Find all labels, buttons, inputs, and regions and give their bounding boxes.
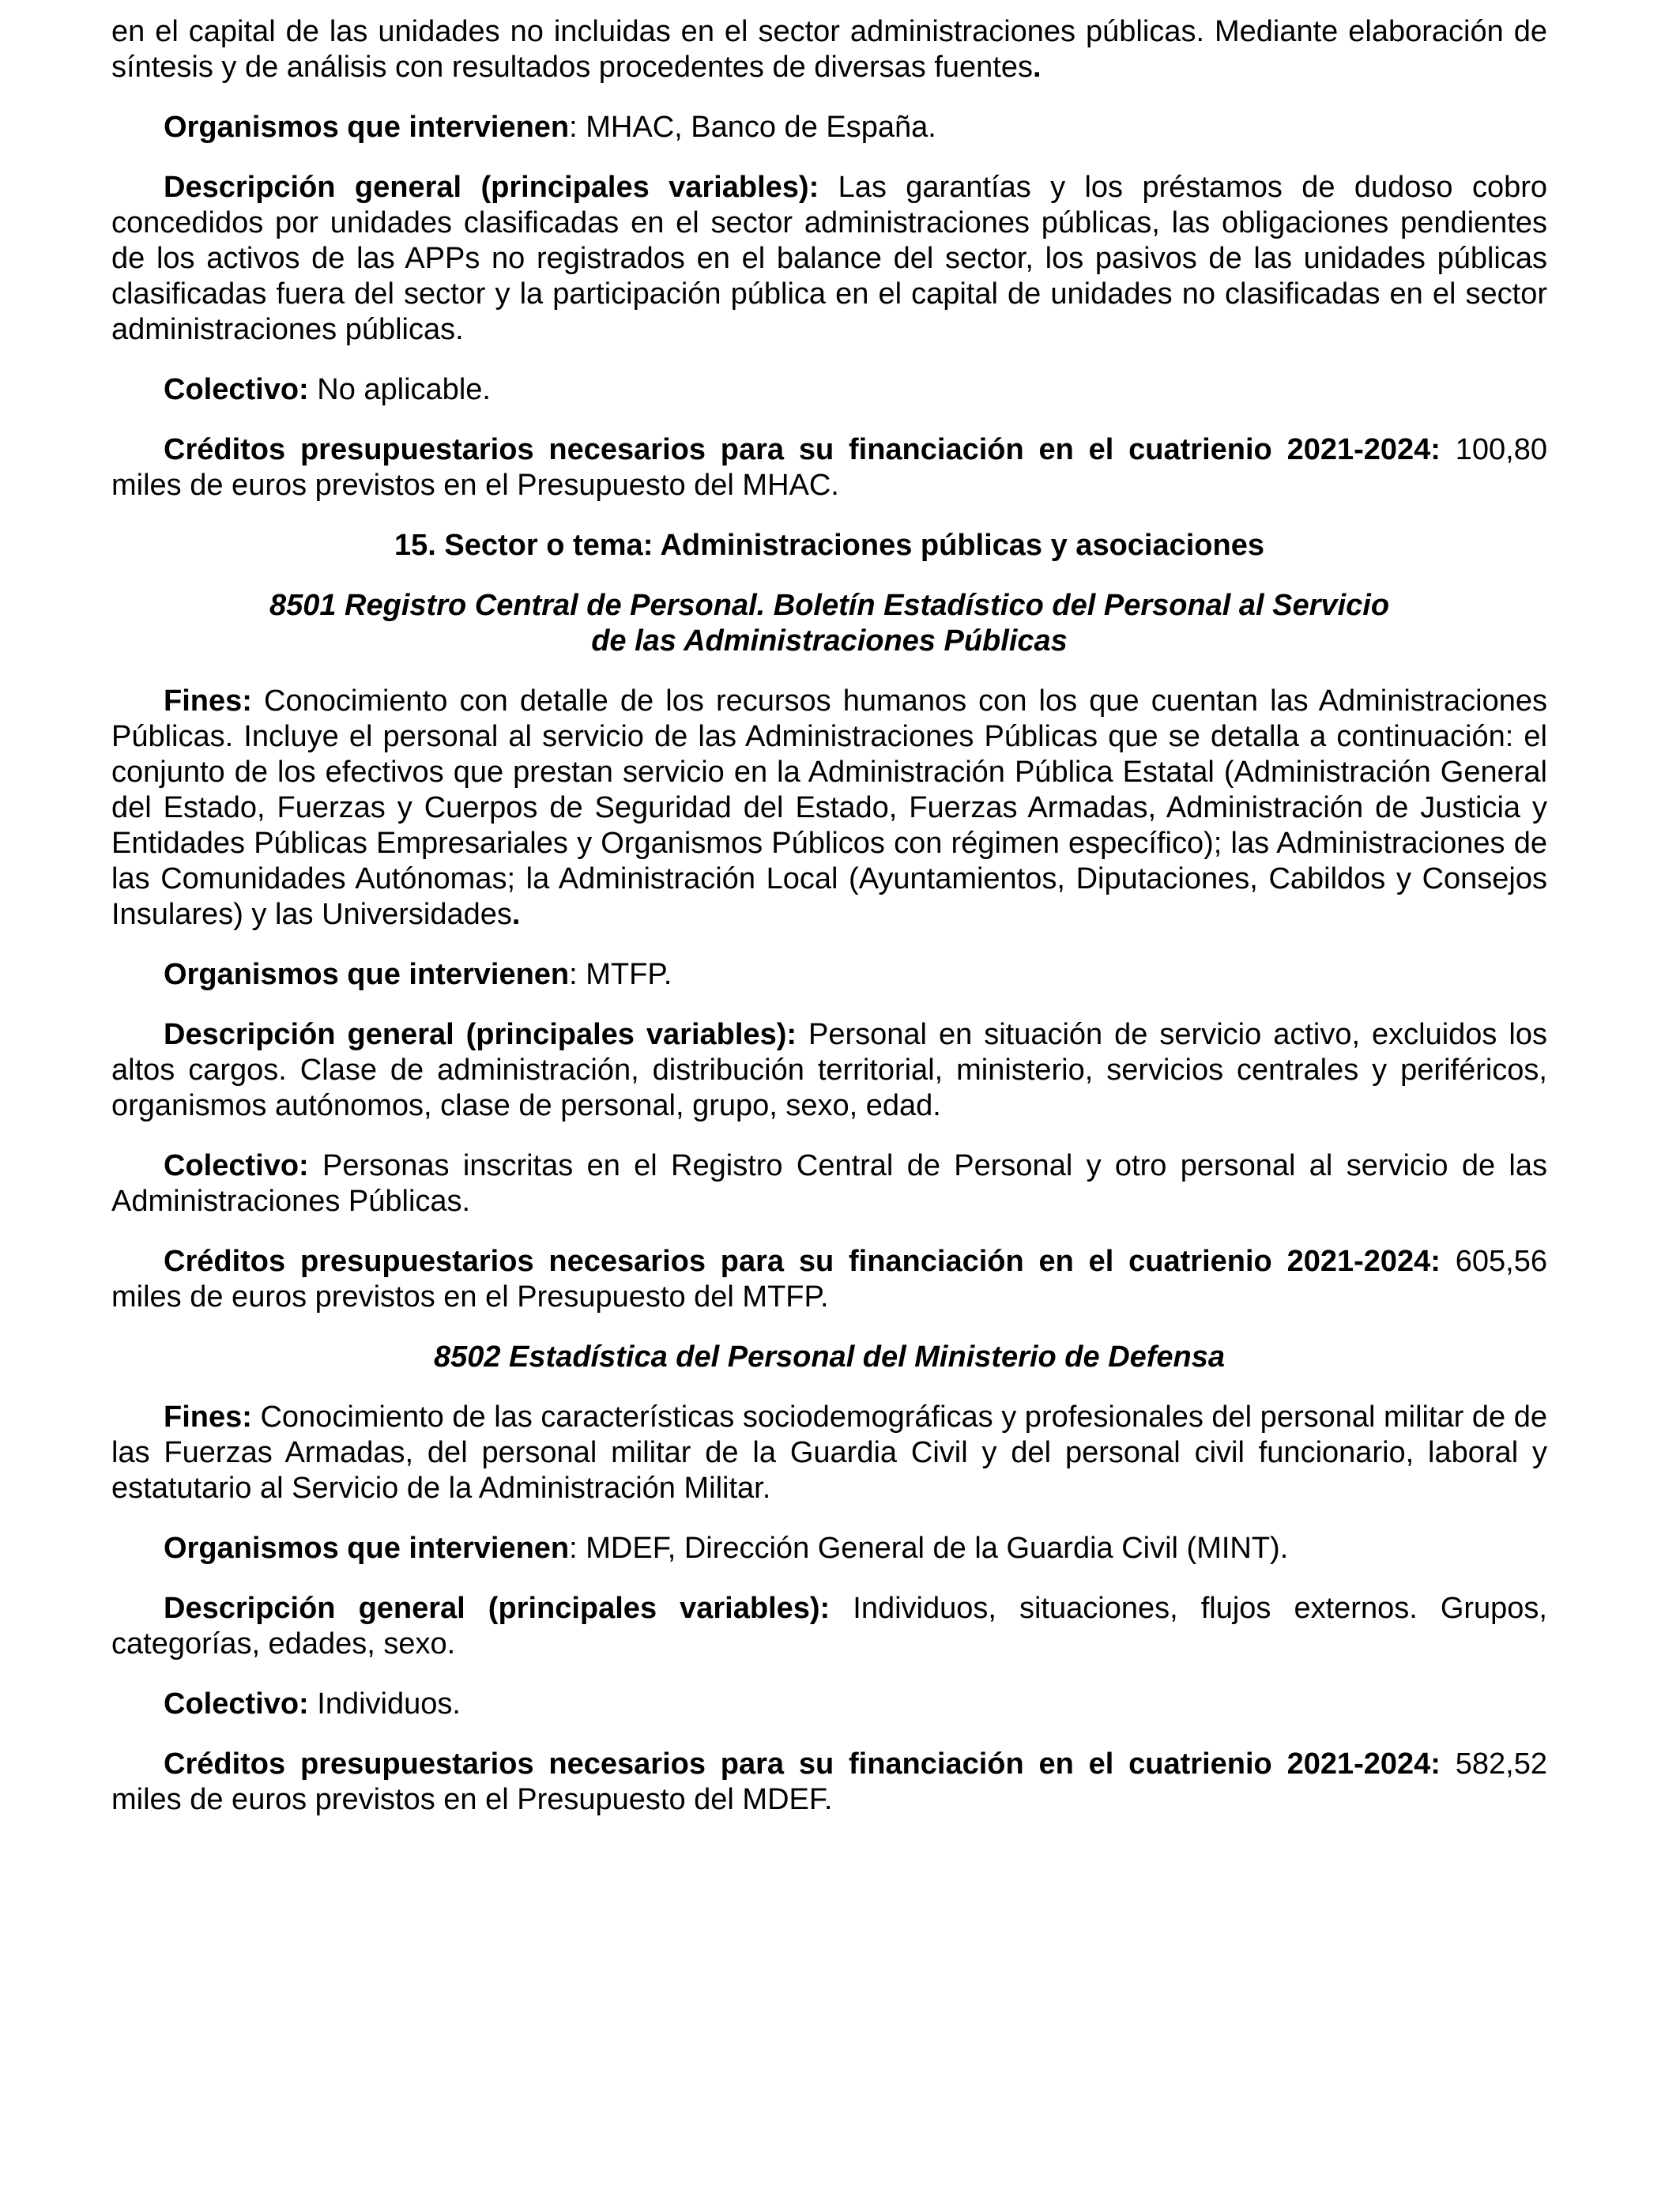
colectivo-label: Colectivo: [164,1149,309,1182]
prev-creditos-paragraph [111,432,1547,503]
descripcion-value: Personal en situación de servicio activo, excluidos los altos cargos. Clase de administración, distribución territorial, ministerio, servicios centrales y periféricos, organismos autónomos, clase de personal, grupo, sexo, edad. [111,1018,1547,1122]
op8501-organismos-paragraph [111,957,1547,993]
intro-text: en el capital de las unidades no incluidas en el sector administraciones públicas. Mediante elaboración de síntesis y de análisis con resultados procedentes de diversas fuentes [111,15,1547,84]
colectivo-value: No aplicable. [308,373,491,406]
op8502-fines-paragraph [111,1400,1547,1506]
operation-8501-title: 8501 Registro Central de Personal. Boletín Estadístico del Personal al Servicio de las Administraciones Públicas [269,589,1390,658]
creditos-value: 582,52 miles de euros previstos en el Presupuesto del MDEF. [111,1747,1547,1816]
fines-end: . [511,898,521,931]
op8502-colectivo-paragraph [111,1687,1547,1722]
colectivo-value: Individuos. [308,1687,461,1721]
creditos-label: Créditos presupuestarios necesarios para su financiación en el cuatrienio 2021-2024: [164,1245,1441,1278]
op8501-fines-paragraph [111,684,1547,933]
document-page [111,14,1547,1842]
organismos-label: Organismos que intervienen [164,111,570,144]
descripcion-label: Descripción general (principales variables): [164,1592,831,1625]
section-heading: 15. Sector o tema: Administraciones públicas y asociaciones [394,529,1264,562]
colectivo-label: Colectivo: [164,1687,309,1721]
creditos-value: 605,56 miles de euros previstos en el Presupuesto del MTFP. [111,1245,1547,1314]
colectivo-value: Personas inscritas en el Registro Central de Personal y otro personal al servicio de las Administraciones Públicas. [111,1149,1547,1218]
organismos-value: : MHAC, Banco de España. [569,111,936,144]
descripcion-value: Las garantías y los préstamos de dudoso cobro concedidos por unidades clasificadas en el sector administraciones públicas, las obligaciones pendientes de los activos de las APPs no registrados en el balance del sector, los pasivos de las unidades públicas clasificadas fuera del sector y la participación pública en el capital de unidades no clasificadas en el sector administraciones públicas. [111,171,1547,346]
fines-value: Conocimiento de las características sociodemográficas y profesionales del personal militar de de las Fuerzas Armadas, del personal militar de la Guardia Civil y del personal civil funcionario, laboral y estatutario al Servicio de la Administración Militar. [111,1400,1547,1505]
op8501-creditos-paragraph [111,1244,1547,1315]
op8501-descripcion-paragraph [111,1017,1547,1124]
op8502-organismos-paragraph [111,1531,1547,1566]
intro-end: . [1033,51,1042,84]
descripcion-label: Descripción general (principales variables): [164,1018,797,1051]
op8501-colectivo-paragraph [111,1148,1547,1220]
organismos-value: : MDEF, Dirección General de la Guardia Civil (MINT). [569,1532,1289,1565]
prev-descripcion-paragraph [111,170,1547,348]
op8502-descripcion-paragraph [111,1591,1547,1662]
organismos-label: Organismos que intervienen [164,1532,570,1565]
op8502-creditos-paragraph [111,1747,1547,1818]
fines-value: Conocimiento con detalle de los recursos humanos con los que cuentan las Administraciones Públicas. Incluye el personal al servicio de las Administraciones Públicas que se detalla a continuación: el conjunto de los efectivos que prestan servicio en la Administración Pública Estatal (Administración General del Estado, Fuerzas y Cuerpos de Seguridad del Estado, Fuerzas Armadas, Administración de Justicia y Entidades Públicas Empresariales y Organismos Públicos con régimen específico); las Administraciones de las Comunidades Autónomas; la Administración Local (Ayuntamientos, Diputaciones, Cabildos y Consejos Insulares) y las Universidades [111,684,1547,931]
prev-organismos-paragraph [111,110,1547,145]
fines-label: Fines: [164,1400,252,1434]
creditos-label: Créditos presupuestarios necesarios para su financiación en el cuatrienio 2021-2024: [164,1747,1441,1781]
creditos-label: Créditos presupuestarios necesarios para su financiación en el cuatrienio 2021-2024: [164,433,1441,466]
intro-paragraph [111,14,1547,85]
colectivo-label: Colectivo: [164,373,309,406]
operation-8502-title: 8502 Estadística del Personal del Ministerio de Defensa [433,1340,1226,1374]
organismos-value: : MTFP. [569,958,672,991]
organismos-label: Organismos que intervienen [164,958,570,991]
descripcion-value: Individuos, situaciones, flujos externos. Grupos, categorías, edades, sexo. [111,1592,1547,1661]
creditos-value: 100,80 miles de euros previstos en el Presupuesto del MHAC. [111,433,1547,502]
descripcion-label: Descripción general (principales variables): [164,171,819,204]
fines-label: Fines: [164,684,252,718]
prev-colectivo-paragraph [111,372,1547,408]
